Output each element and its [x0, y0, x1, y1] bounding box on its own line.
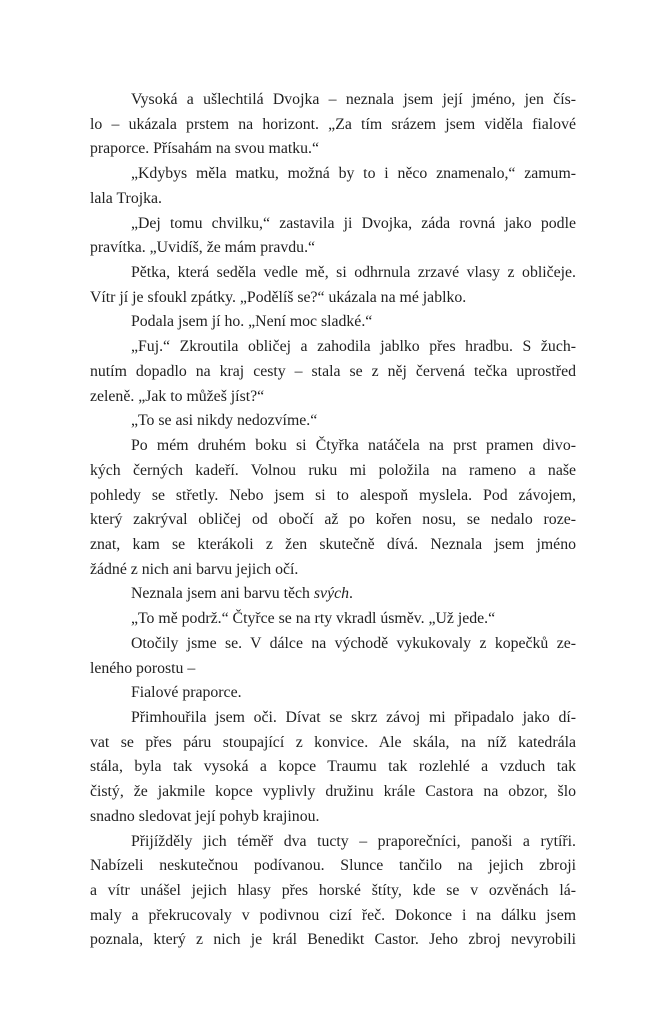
text-line: Nabízeli neskutečnou podívanou. Slunce tančilo na jejich zbroji: [90, 857, 576, 875]
text-line: maly a překrucovaly v podivnou cizí řeč. Dokonce i na dálku jsem: [90, 906, 576, 924]
text-line: Vysoká a ušlechtilá Dvojka – neznala jsem její jméno, jen čís-: [131, 91, 576, 108]
text-line: kých černých kadeří. Volnou ruku mi položila na rameno a naše: [90, 461, 576, 479]
text-line: pohledy se střetly. Nebo jsem si to alespoň myslela. Pod závojem,: [90, 486, 576, 504]
paragraph: [90, 434, 576, 582]
paragraph: [90, 261, 576, 310]
text-line: Fialové praporce.: [131, 684, 242, 702]
text-line: stála, byla tak vysoká a kopce Traumu tak rozlehlé a vzduch tak: [90, 758, 576, 776]
text-line: „Fuj.“ Zkroutila obličej a zahodila jablko přes hradbu. S žuch-: [131, 338, 576, 356]
paragraph: [90, 212, 576, 261]
text-line: který zakrýval obličej od obočí až po kořen nosu, se nedalo roze-: [90, 511, 576, 529]
text-line: Vítr jí je sfoukl zpátky. „Podělíš se?“ ukázala na mé jablko.: [90, 288, 467, 306]
text-line: nutím dopadlo na kraj cesty – stala se z něj červená tečka uprostřed: [90, 362, 576, 380]
text-line: leného porostu –: [90, 659, 196, 677]
text-line: Přijížděly jich téměř dva tucty – praporečníci, panoši a rytíři.: [131, 832, 576, 850]
text-line: vat se přes páru stoupající z konvice. Ale skála, na níž katedrála: [90, 733, 576, 751]
text-line: a vítr unášel jejich hlasy přes horské štíty, kde se v ozvěnách lá-: [90, 882, 576, 899]
text-line: praporce. Přísahám na svou matku.“: [90, 140, 319, 158]
paragraph: [90, 409, 576, 434]
text-line: Přimhouřila jsem oči. Dívat se skrz závoj mi připadalo jako dí-: [131, 708, 576, 726]
text-line: [90, 582, 576, 607]
paragraph: [90, 706, 576, 830]
text-segment: Neznala jsem ani barvu těch: [131, 585, 314, 603]
paragraph: [90, 681, 576, 706]
text-line: poznala, který z nich je král Benedikt Castor. Jeho zbroj nevyrobili: [90, 931, 576, 949]
text-line: Po mém druhém boku si Čtyřka natáčela na prst pramen divo-: [131, 437, 576, 455]
text-line: žádné z nich ani barvu jejich očí.: [90, 560, 299, 578]
text-segment: .: [349, 585, 353, 603]
text-line: snadno sledovat její pohyb krajinou.: [90, 807, 320, 825]
text-line: „To se asi nikdy nedozvíme.“: [131, 412, 318, 430]
text-line: pravítka. „Uvidíš, že mám pravdu.“: [90, 239, 316, 257]
text-line: zeleně. „Jak to můžeš jíst?“: [90, 387, 265, 405]
text-line: lala Trojka.: [90, 189, 162, 207]
paragraph: [90, 830, 576, 954]
text-line: Otočily jsme se. V dálce na východě vykukovaly z kopečků ze-: [131, 634, 576, 652]
paragraph: [90, 582, 576, 607]
paragraph: [90, 162, 576, 211]
text-line: Pětka, která seděla vedle mě, si odhrnula zrzavé vlasy z obličeje.: [131, 264, 576, 282]
paragraph: [90, 335, 576, 409]
text-line: čistý, že jakmile kopce vyplivly družinu krále Castora na obzor, šlo: [90, 783, 576, 801]
text-line: Podala jsem jí ho. „Není moc sladké.“: [131, 313, 373, 331]
paragraph: [90, 632, 576, 681]
italic-word: svých: [313, 585, 349, 603]
text-line: „To mě podrž.“ Čtyřce se na rty vkradl úsměv. „Už jede.“: [131, 610, 496, 628]
paragraph: [90, 607, 576, 632]
page-text: [90, 88, 576, 953]
text-line: „Kdybys měla matku, možná by to i něco znamenalo,“ zamum-: [131, 165, 576, 183]
paragraph: [90, 88, 576, 162]
text-line: znat, kam se kterákoli z žen skutečně dívá. Neznala jsem jméno: [90, 535, 576, 553]
text-line: lo – ukázala prstem na horizont. „Za tím srázem jsem viděla fialové: [90, 115, 576, 133]
text-line: „Dej tomu chvilku,“ zastavila ji Dvojka, záda rovná jako podle: [131, 214, 576, 232]
paragraph: [90, 310, 576, 335]
